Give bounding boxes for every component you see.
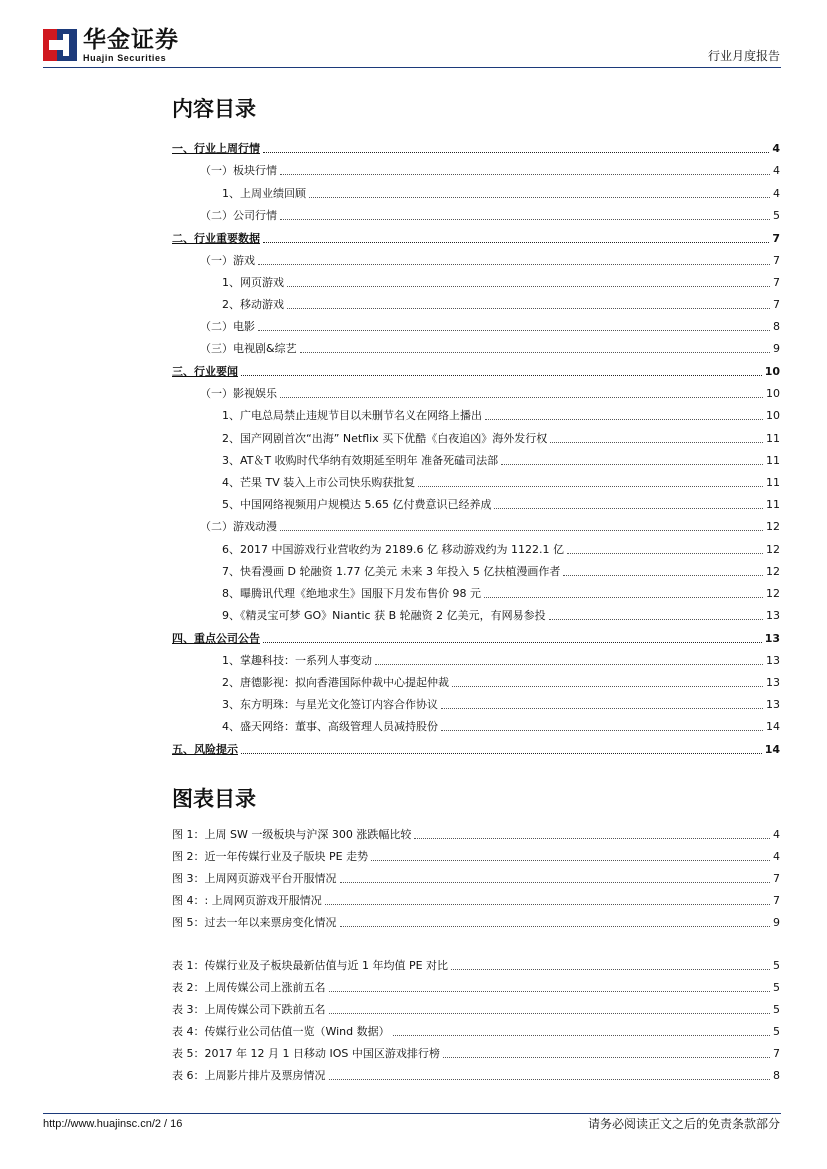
contents-entry[interactable] xyxy=(222,585,780,601)
contents-entry-page: 4 xyxy=(773,187,780,200)
contents-entry-text: （一）影视娱乐 xyxy=(200,387,277,400)
figures-entry-page: 7 xyxy=(773,872,780,885)
figures-entry[interactable] xyxy=(172,914,780,930)
dot-leader xyxy=(340,881,771,883)
contents-entry[interactable] xyxy=(222,496,780,512)
contents-entry-text: 一、行业上周行情 xyxy=(172,142,260,155)
contents-entry-text: （三）电视剧&综艺 xyxy=(200,342,297,355)
dot-leader xyxy=(263,151,769,153)
header-rule xyxy=(43,67,781,68)
contents-entry-text: 5、中国网络视频用户规模达 5.65 亿付费意识已经养成 xyxy=(222,498,492,511)
contents-entry-text: 二、行业重要数据 xyxy=(172,232,260,245)
contents-entry[interactable] xyxy=(200,162,780,178)
dot-leader xyxy=(280,218,770,220)
figures-entry[interactable] xyxy=(172,848,780,864)
contents-entry-text: 1、网页游戏 xyxy=(222,276,284,289)
contents-entry[interactable] xyxy=(222,696,780,712)
contents-entry[interactable] xyxy=(222,452,780,468)
contents-entry-page: 13 xyxy=(766,654,780,667)
contents-entry-page: 11 xyxy=(766,432,780,445)
dot-leader xyxy=(443,1056,770,1058)
contents-entry-page: 12 xyxy=(766,520,780,533)
contents-entry[interactable] xyxy=(200,385,780,401)
contents-entry-text: （一）板块行情 xyxy=(200,164,277,177)
contents-entry-text: 2、移动游戏 xyxy=(222,298,284,311)
tables-entry-page: 8 xyxy=(773,1069,780,1082)
dot-leader xyxy=(414,837,770,839)
figures-entry[interactable] xyxy=(172,892,780,908)
dot-leader xyxy=(485,418,763,420)
dot-leader xyxy=(549,618,763,620)
contents-entry-page: 14 xyxy=(764,743,780,756)
tables-entry[interactable] xyxy=(172,1067,780,1083)
tables-entry[interactable] xyxy=(172,1001,780,1017)
tables-entry-text: 表 4：传媒行业公司估值一览（Wind 数据） xyxy=(172,1025,390,1038)
contents-title: 内容目录 xyxy=(172,97,256,121)
contents-entry-page: 4 xyxy=(773,164,780,177)
tables-entry-text: 表 5：2017 年 12 月 1 日移动 IOS 中国区游戏排行榜 xyxy=(172,1047,440,1060)
contents-entry-text: 4、芒果 TV 装入上市公司快乐购获批复 xyxy=(222,476,416,489)
dot-leader xyxy=(494,507,763,509)
contents-entry-page: 11 xyxy=(766,498,780,511)
contents-entry-text: （一）游戏 xyxy=(200,254,255,267)
contents-entry[interactable] xyxy=(200,318,780,334)
contents-entry-page: 11 xyxy=(766,454,780,467)
contents-entry[interactable] xyxy=(172,230,780,246)
contents-entry-page: 7 xyxy=(773,298,780,311)
contents-entry[interactable] xyxy=(172,363,780,379)
figures-entry[interactable] xyxy=(172,870,780,886)
contents-entry-text: 3、AT＆T 收购时代华纳有效期延至明年 准备死磕司法部 xyxy=(222,454,499,467)
contents-entry-text: （二）公司行情 xyxy=(200,209,277,222)
contents-entry[interactable] xyxy=(200,252,780,268)
contents-entry[interactable] xyxy=(172,741,780,757)
tables-entry-page: 5 xyxy=(773,981,780,994)
contents-entry[interactable] xyxy=(222,563,780,579)
tables-entry-text: 表 2：上周传媒公司上涨前五名 xyxy=(172,981,326,994)
figures-entry-text: 图 4：: 上周网页游戏开服情况 xyxy=(172,894,322,907)
dot-leader xyxy=(300,351,770,353)
footer-disclaimer: 请务必阅读正文之后的免责条款部分 xyxy=(587,1117,780,1131)
dot-leader xyxy=(340,925,771,927)
figures-entry-text: 图 2：近一年传媒行业及子版块 PE 走势 xyxy=(172,850,369,863)
figures-entry-text: 图 5：过去一年以来票房变化情况 xyxy=(172,916,337,929)
contents-entry-text: 6、2017 中国游戏行业营收约为 2189.6 亿 移动游戏约为 1122.1 亿 xyxy=(222,543,564,556)
contents-entry[interactable] xyxy=(222,541,780,557)
contents-entry-text: 3、东方明珠：与星光文化签订内容合作协议 xyxy=(222,698,438,711)
dot-leader xyxy=(329,1012,771,1014)
dot-leader xyxy=(418,485,763,487)
tables-entry-page: 5 xyxy=(773,959,780,972)
contents-entry-text: 8、曝腾讯代理《绝地求生》国服下月发布售价 98 元 xyxy=(222,587,481,600)
contents-entry-text: 4、盛天网络：董事、高级管理人员减持股份 xyxy=(222,720,438,733)
contents-entry-page: 12 xyxy=(766,543,780,556)
dot-leader xyxy=(329,1078,771,1080)
dot-leader xyxy=(329,990,771,992)
dot-leader xyxy=(325,903,770,905)
contents-entry-page: 10 xyxy=(764,365,780,378)
dot-leader xyxy=(441,707,763,709)
dot-leader xyxy=(567,552,763,554)
contents-entry-page: 7 xyxy=(773,276,780,289)
tables-entry-text: 表 3：上周传媒公司下跌前五名 xyxy=(172,1003,326,1016)
contents-entry-page: 9 xyxy=(773,342,780,355)
contents-entry-page: 8 xyxy=(773,320,780,333)
dot-leader xyxy=(241,752,762,754)
contents-entry[interactable] xyxy=(222,652,780,668)
logo-mark-icon xyxy=(43,29,77,61)
dot-leader xyxy=(393,1034,770,1036)
dot-leader xyxy=(287,307,770,309)
contents-entry-text: 9、《精灵宝可梦 GO》Niantic 获 B 轮融资 2 亿美元，有网易参投 xyxy=(222,609,546,622)
contents-entry-text: 五、风险提示 xyxy=(172,743,238,756)
contents-entry[interactable] xyxy=(200,518,780,534)
dot-leader xyxy=(258,263,770,265)
dot-leader xyxy=(451,968,770,970)
contents-entry[interactable] xyxy=(222,185,780,201)
page-header xyxy=(0,0,827,80)
dot-leader xyxy=(280,396,763,398)
tables-entry-text: 表 1：传媒行业及子板块最新估值与近 1 年均值 PE 对比 xyxy=(172,959,449,972)
tables-entry-page: 5 xyxy=(773,1025,780,1038)
figures-entry-text: 图 1：上周 SW 一级板块与沪深 300 涨跌幅比较 xyxy=(172,828,412,841)
contents-entry-page: 13 xyxy=(766,609,780,622)
dot-leader xyxy=(280,173,770,175)
tables-entry[interactable] xyxy=(172,1045,780,1061)
contents-entry[interactable] xyxy=(222,407,780,423)
contents-entry[interactable] xyxy=(222,274,780,290)
figures-entry-page: 7 xyxy=(773,894,780,907)
dot-leader xyxy=(441,729,763,731)
dot-leader xyxy=(484,596,763,598)
contents-entry[interactable] xyxy=(222,607,780,623)
contents-entry[interactable] xyxy=(222,474,780,490)
contents-entry-page: 4 xyxy=(772,142,780,155)
contents-entry-page: 13 xyxy=(766,676,780,689)
contents-entry[interactable] xyxy=(172,630,780,646)
report-type-label: 行业月度报告 xyxy=(707,49,780,63)
dot-leader xyxy=(375,663,763,665)
contents-entry-page: 13 xyxy=(764,632,780,645)
contents-entry-page: 5 xyxy=(773,209,780,222)
figures-entry-page: 4 xyxy=(773,850,780,863)
contents-entry-page: 14 xyxy=(766,720,780,733)
contents-entry-page: 12 xyxy=(766,587,780,600)
dot-leader xyxy=(371,859,770,861)
dot-leader xyxy=(263,641,762,643)
tables-entry[interactable] xyxy=(172,957,780,973)
contents-entry-page: 10 xyxy=(766,409,780,422)
dot-leader xyxy=(563,574,763,576)
figures-entry-page: 4 xyxy=(773,828,780,841)
dot-leader xyxy=(550,441,763,443)
dot-leader xyxy=(501,463,763,465)
contents-entry-page: 7 xyxy=(772,232,780,245)
footer-rule xyxy=(43,1113,781,1114)
tables-entry[interactable] xyxy=(172,1023,780,1039)
contents-entry[interactable] xyxy=(222,430,780,446)
contents-entry-text: 1、掌趣科技：一系列人事变动 xyxy=(222,654,372,667)
contents-entry-text: （二）游戏动漫 xyxy=(200,520,277,533)
brand-name-en: Huajin Securities xyxy=(83,53,167,63)
dot-leader xyxy=(241,374,762,376)
contents-entry-text: （二）电影 xyxy=(200,320,255,333)
contents-entry-text: 2、国产网剧首次“出海” Netflix 买下优酷《白夜追凶》海外发行权 xyxy=(222,432,548,445)
dot-leader xyxy=(280,529,763,531)
contents-entry[interactable] xyxy=(200,207,780,223)
figures-entry-text: 图 3：上周网页游戏平台开服情况 xyxy=(172,872,337,885)
tables-entry-page: 7 xyxy=(773,1047,780,1060)
contents-entry-text: 1、上周业绩回顾 xyxy=(222,187,306,200)
figures-title: 图表目录 xyxy=(172,787,256,811)
footer-url-page[interactable]: http://www.huajinsc.cn/2 / 16 xyxy=(43,1118,183,1130)
tables-entry[interactable] xyxy=(172,979,780,995)
dot-leader xyxy=(452,685,763,687)
contents-entry-page: 12 xyxy=(766,565,780,578)
contents-entry-text: 1、广电总局禁止违规节目以未删节名义在网络上播出 xyxy=(222,409,482,422)
dot-leader xyxy=(309,196,770,198)
contents-entry-text: 7、快看漫画 D 轮融资 1.77 亿美元 未来 3 年投入 5 亿扶植漫画作者 xyxy=(222,565,561,578)
contents-entry-page: 7 xyxy=(773,254,780,267)
contents-entry-text: 四、重点公司公告 xyxy=(172,632,260,645)
contents-entry-text: 三、行业要闻 xyxy=(172,365,238,378)
figures-entry[interactable] xyxy=(172,826,780,842)
tables-entry-text: 表 6：上周影片排片及票房情况 xyxy=(172,1069,326,1082)
contents-entry[interactable] xyxy=(222,296,780,312)
contents-entry-text: 2、唐德影视：拟向香港国际仲裁中心提起仲裁 xyxy=(222,676,449,689)
tables-entry-page: 5 xyxy=(773,1003,780,1016)
contents-entry[interactable] xyxy=(222,674,780,690)
dot-leader xyxy=(263,241,769,243)
brand-logo xyxy=(43,27,183,65)
brand-name-cn: 华金证券 xyxy=(83,27,179,53)
contents-entry[interactable] xyxy=(200,340,780,356)
contents-entry-page: 10 xyxy=(766,387,780,400)
contents-entry-page: 13 xyxy=(766,698,780,711)
figures-entry-page: 9 xyxy=(773,916,780,929)
contents-entry[interactable] xyxy=(222,718,780,734)
dot-leader xyxy=(258,329,770,331)
dot-leader xyxy=(287,285,770,287)
contents-entry[interactable] xyxy=(172,140,780,156)
contents-entry-page: 11 xyxy=(766,476,780,489)
